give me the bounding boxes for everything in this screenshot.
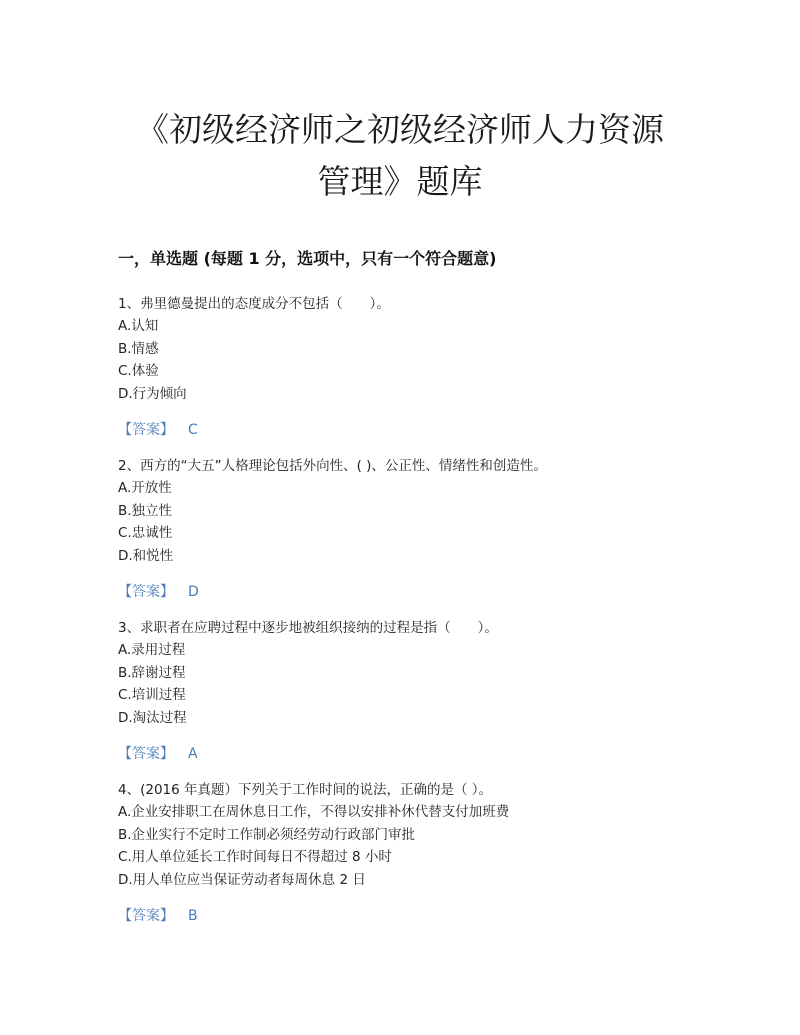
- option-b: B.辞谢过程: [118, 664, 186, 681]
- document-title: [60, 104, 740, 208]
- option-c: C.用人单位延长工作时间每日不得超过 8 小时: [118, 849, 392, 865]
- option-c: C.培训过程: [118, 687, 186, 703]
- question-4: [118, 780, 718, 926]
- question-stem: 3、求职者在应聘过程中逐步地被组织接纳的过程是指（ ）。: [118, 620, 498, 636]
- option-b: B.情感: [118, 340, 159, 357]
- question-stem: 2、西方的“大五”人格理论包括外向性、( )、公正性、情绪性和创造性。: [118, 458, 547, 474]
- option-a: A.开放性: [118, 480, 172, 496]
- option-d: D.行为倾向: [118, 385, 187, 402]
- option-c: C.体验: [118, 363, 159, 379]
- question-3: [118, 618, 718, 764]
- answer-value: D: [188, 584, 199, 600]
- section-heading: 一，单选题 (每题 1 分，选项中，只有一个符合题意): [118, 249, 497, 268]
- answer-label: 【答案】: [118, 584, 174, 600]
- question-stem: 4、(2016 年真题）下列关于工作时间的说法，正确的是（ ）。: [118, 782, 493, 798]
- option-b: B.企业实行不定时工作制必须经劳动行政部门审批: [118, 826, 416, 843]
- option-a: A.录用过程: [118, 642, 186, 658]
- answer-label: 【答案】: [118, 422, 174, 438]
- answer-label: 【答案】: [118, 746, 174, 762]
- document-title-line2: 管理》题库: [317, 162, 483, 201]
- answer-value: B: [188, 908, 198, 924]
- answer-line: [118, 582, 718, 602]
- option-a: A.认知: [118, 318, 159, 334]
- question-stem: 1、弗里德曼提出的态度成分不包括（ ）。: [118, 296, 390, 312]
- option-d: D.淘汰过程: [118, 709, 187, 726]
- document-title-line1: 《初级经济师之初级经济师人力资源: [136, 110, 664, 149]
- answer-line: [118, 744, 718, 764]
- option-b: B.独立性: [118, 502, 173, 519]
- answer-label: 【答案】: [118, 908, 174, 924]
- option-c: C.忠诚性: [118, 525, 173, 541]
- question-1: [118, 294, 718, 440]
- option-a: A.企业安排职工在周休息日工作，不得以安排补休代替支付加班费: [118, 804, 510, 820]
- question-2: [118, 456, 718, 602]
- option-d: D.和悦性: [118, 547, 174, 564]
- answer-value: A: [188, 746, 198, 762]
- answer-line: [118, 420, 718, 440]
- answer-value: C: [188, 422, 198, 438]
- option-d: D.用人单位应当保证劳动者每周休息 2 日: [118, 871, 366, 888]
- answer-line: [118, 906, 718, 926]
